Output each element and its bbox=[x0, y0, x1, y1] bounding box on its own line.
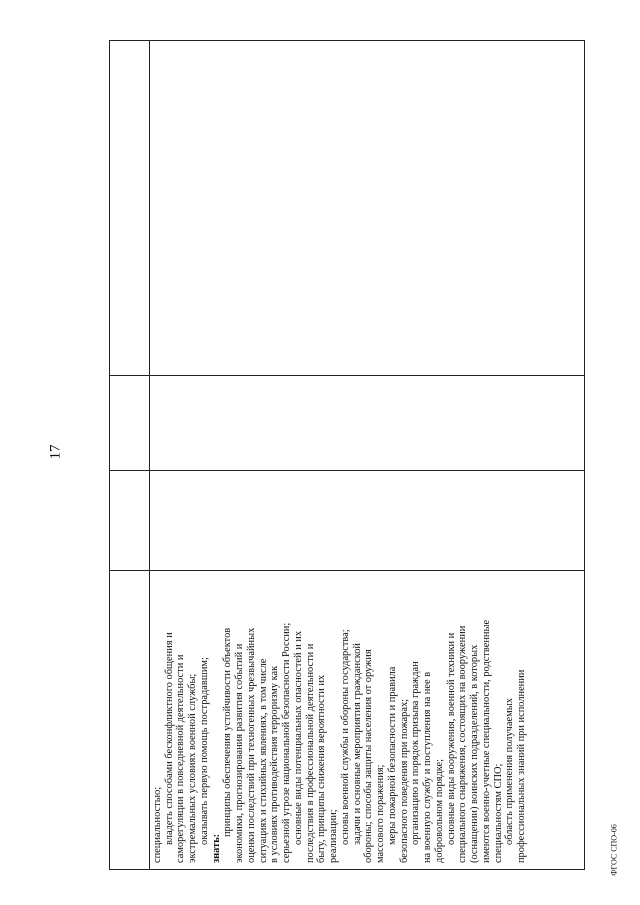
table-cell bbox=[150, 375, 584, 470]
content-line: на военную службу и поступления на нее в bbox=[422, 671, 434, 863]
content-line: оценки последствий при техногенных чрезвычайных bbox=[245, 627, 257, 863]
content-line: экономики, прогнозирования развития событий и bbox=[234, 643, 246, 863]
content-line: экстремальных условиях военной службы; bbox=[187, 673, 199, 863]
content-line: серьезной угрозе национальной безопасности России; bbox=[281, 622, 293, 863]
content-line: основные виды потенциальных опасностей и их bbox=[292, 630, 304, 845]
content-line: ситуациях и стихийных явлениях, в том числе bbox=[257, 658, 269, 863]
content-line: специальностью; bbox=[151, 786, 163, 863]
content-line: задачи и основные мероприятия гражданской bbox=[351, 643, 363, 845]
content-line: специальностям СПО; bbox=[492, 763, 504, 863]
content-line: безопасного поведения при пожарах; bbox=[398, 698, 410, 863]
content-line: имеются военно-учетные специальности, родственные bbox=[480, 619, 492, 863]
table-row-left-margin bbox=[110, 41, 150, 869]
content-line: основные виды вооружения, военной техники и bbox=[445, 632, 457, 845]
page-number: 17 bbox=[47, 444, 64, 460]
content-line: обороны; способы защиты населения от оружия bbox=[363, 649, 375, 863]
content-line: специального снаряжения, состоящих на вооружении bbox=[457, 625, 469, 863]
content-line: последствия в профессиональной деятельности и bbox=[304, 643, 316, 863]
content-line: добровольном порядке; bbox=[433, 758, 445, 863]
content-line: в условиях противодействия терроризму как bbox=[269, 665, 281, 863]
content-line: владеть способами бесконфликтного общения и bbox=[163, 632, 175, 845]
table-cell bbox=[110, 375, 149, 470]
table-cell bbox=[110, 470, 149, 570]
content-line: (оснащении) воинских подразделений, в которых bbox=[469, 644, 481, 863]
content-line: область применения получаемых bbox=[504, 698, 516, 845]
content-line: быту, принципы снижения вероятности их bbox=[316, 674, 328, 863]
curriculum-table bbox=[109, 40, 585, 870]
content-line: саморегуляции в повседневной деятельности и bbox=[175, 654, 187, 863]
content-line: меры пожарной безопасности и правила bbox=[386, 666, 398, 845]
table-cell bbox=[110, 570, 149, 869]
table-cell bbox=[150, 470, 584, 570]
content-line: оказывать первую помощь пострадавшим; bbox=[198, 657, 210, 845]
content-line: знать: bbox=[210, 833, 222, 863]
table-row-content bbox=[150, 41, 584, 869]
content-line: основы военной службы и обороны государства; bbox=[339, 629, 351, 845]
content-line: массового поражения; bbox=[375, 764, 387, 863]
table-cell bbox=[150, 41, 584, 375]
content-line: организацию и порядок призыва граждан bbox=[410, 661, 422, 845]
content-line: реализации; bbox=[328, 809, 340, 863]
competency-text-cell bbox=[150, 570, 584, 869]
table-cell bbox=[110, 41, 149, 375]
content-line: принципы обеспечения устойчивости объектов bbox=[222, 627, 234, 837]
document-footer: ФГОС СПО-06 bbox=[609, 824, 619, 876]
content-line: профессиональных знаний при исполнении bbox=[516, 669, 528, 863]
